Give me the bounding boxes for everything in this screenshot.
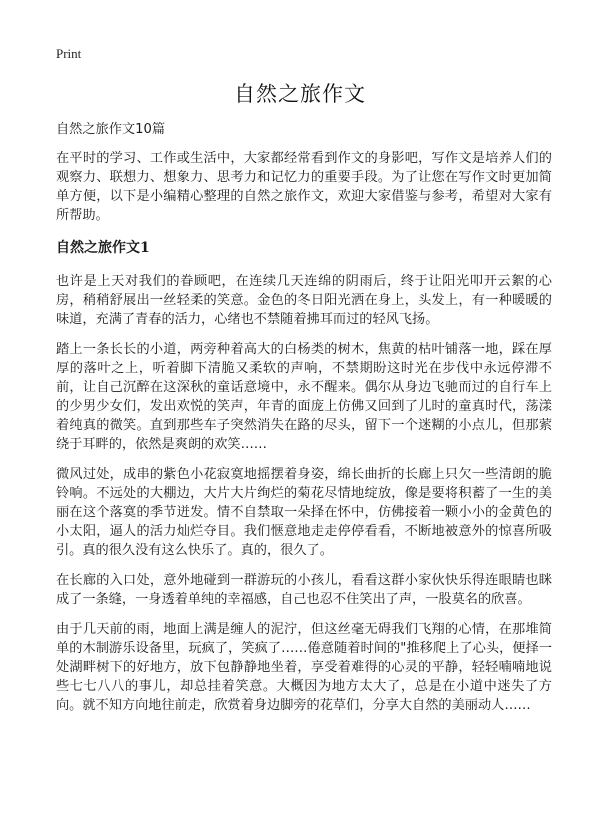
paragraph-4: 在长廊的入口处，意外地碰到一群游玩的小孩儿，看看这群小家伙快乐得连眼睛也眯成了一条缝，一身透着单纯的幸福感，自己也忍不住笑出了声，一股莫名的欣喜。 [56, 573, 552, 607]
print-link[interactable]: Print [56, 46, 82, 61]
paragraph-1: 也许是上天对我们的眷顾吧，在连续几天连绵的阴雨后，终于让阳光叩开云絮的心房，稍稍舒展出一丝轻柔的笑意。金色的冬日阳光洒在身上，头发上，有一种暖暖的味道，充满了青春的活力，心绪也不禁随着拂耳而过的轻风飞扬。 [56, 274, 552, 327]
page-title: 自然之旅作文 [234, 82, 366, 106]
intro-paragraph: 在平时的学习、工作或生活中，大家都经常看到作文的身影吧，写作文是培养人们的观察力、联想力、想象力、思考力和记忆力的重要手段。为了让您在写作文时更加简单方便，以下是小编精心整理的自然之旅作文，欢迎大家借鉴与参考，希望对大家有所帮助。 [56, 151, 552, 223]
paragraph-2: 踏上一条长长的小道，两旁种着高大的白杨类的树木，焦黄的枯叶铺落一地，踩在厚厚的落叶之上，听着脚下清脆又柔软的声响，不禁期盼这时光在步伐中永远停滞不前，让自己沉醉在这深秋的童话意境中，永不醒来。偶尔从身边飞驰而过的自行车上的少男少女们，发出欢悦的笑声，年青的面庞上仿佛又回到了儿时的童真时代，荡漾着纯真的微笑。直到那些车子突然消失在路的尽头，留下一个迷糊的小点儿，但那萦绕于耳畔的，依然是爽朗的欢笑…… [56, 342, 552, 452]
paragraph-3: 微风过处，成串的紫色小花寂寞地摇摆着身姿，绵长曲折的长廊上只欠一些清朗的脆铃响。不远处的大棚边，大片大片绚烂的菊花尽情地绽放，像是要将积蓄了一生的美丽在这个落寞的季节迸发。情不自禁取一朵择在怀中，仿佛接着一颗小小的金黄色的小太阳，逼人的活力灿烂夺目。我们惬意地走走停停看看，不断地被意外的惊喜所吸引。真的很久没有这么快乐了。真的，很久了。 [56, 467, 552, 558]
paragraph-5: 由于几天前的雨，地面上满是缠人的泥泞，但这丝毫无碍我们飞翔的心情，在那堆简单的木制游乐设备里，玩疯了，笑疯了……倦意随着时间的"推移爬上了心头，便择一处湖畔树下的好地方，放下包静静地坐着，享受着难得的心灵的平静，轻轻喃喃地说些七七八八的事儿，却总挂着笑意。大概因为地方太大了，总是在小道中迷失了方向。就不知方向地往前走，欣赏着身边脚旁的花草们，分享大自然的美丽动人…… [56, 622, 552, 713]
article-subtitle: 自然之旅作文10篇 [56, 122, 166, 137]
article-body [56, 120, 552, 726]
section-heading: 自然之旅作文1 [56, 240, 150, 256]
